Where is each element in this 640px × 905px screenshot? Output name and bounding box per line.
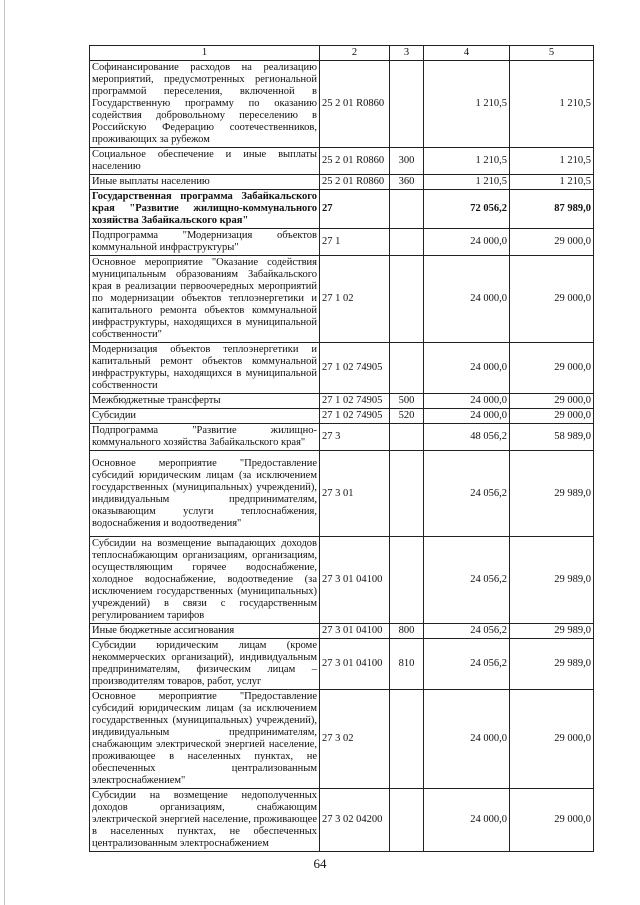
budget-table — [89, 45, 594, 852]
row-code: 27 1 02 74905 — [320, 409, 390, 424]
row-amount-year1: 24 000,0 — [424, 256, 510, 343]
row-expense-type: 800 — [390, 624, 424, 639]
table-row — [90, 190, 594, 229]
row-expense-type: 300 — [390, 148, 424, 175]
row-amount-year2: 87 989,0 — [510, 190, 594, 229]
row-code: 27 1 — [320, 229, 390, 256]
row-expense-type — [390, 451, 424, 537]
row-expense-type — [390, 229, 424, 256]
row-code: 27 3 — [320, 424, 390, 451]
col-header-5: 5 — [510, 46, 594, 61]
row-amount-year1: 24 000,0 — [424, 789, 510, 852]
row-code: 27 3 02 — [320, 690, 390, 789]
table-row — [90, 148, 594, 175]
row-name: Основное мероприятие "Предоставление субсидий юридическим лицам (за исключением государственных (муниципальных) учреждений), индивидуальным предпринимателям, снабжающим электрической энергией население, проживающее в населенных пунктах, не обеспеченных централизованным электроснабжением" — [90, 690, 320, 789]
col-header-2: 2 — [320, 46, 390, 61]
table-row — [90, 394, 594, 409]
row-amount-year2: 29 000,0 — [510, 256, 594, 343]
row-expense-type — [390, 256, 424, 343]
row-amount-year2: 29 989,0 — [510, 639, 594, 690]
row-expense-type — [390, 537, 424, 624]
row-amount-year1: 48 056,2 — [424, 424, 510, 451]
row-name: Модернизация объектов теплоэнергетики и капитальный ремонт объектов коммунальной инфраструктуры, находящихся в муниципальной собственности — [90, 343, 320, 394]
row-amount-year1: 24 000,0 — [424, 394, 510, 409]
row-code: 25 2 01 R0860 — [320, 61, 390, 148]
row-name: Софинансирование расходов на реализацию мероприятий, предусмотренных региональной программой переселения, включенной в Государственную программу по оказанию содействия добровольному переселению в Российскую Федерацию соотечественников, проживающих за рубежом — [90, 61, 320, 148]
row-name: Субсидии — [90, 409, 320, 424]
row-amount-year2: 29 000,0 — [510, 409, 594, 424]
row-name: Подпрограмма "Модернизация объектов коммунальной инфраструктуры" — [90, 229, 320, 256]
row-expense-type — [390, 343, 424, 394]
table-row — [90, 229, 594, 256]
row-amount-year1: 1 210,5 — [424, 61, 510, 148]
row-amount-year2: 1 210,5 — [510, 61, 594, 148]
row-amount-year1: 24 056,2 — [424, 639, 510, 690]
row-amount-year1: 1 210,5 — [424, 148, 510, 175]
row-expense-type: 520 — [390, 409, 424, 424]
row-amount-year2: 29 000,0 — [510, 229, 594, 256]
row-amount-year1: 1 210,5 — [424, 175, 510, 190]
row-amount-year1: 24 056,2 — [424, 624, 510, 639]
row-expense-type: 500 — [390, 394, 424, 409]
row-code: 25 2 01 R0860 — [320, 148, 390, 175]
col-header-4: 4 — [424, 46, 510, 61]
row-amount-year1: 24 056,2 — [424, 451, 510, 537]
table-row — [90, 175, 594, 190]
table-row — [90, 61, 594, 148]
col-header-3: 3 — [390, 46, 424, 61]
row-name: Субсидии на возмещение недополученных доходов организациям, снабжающим электрической энергией население, проживающее в населенных пунктах, не обеспеченных централизованным электроснабжением — [90, 789, 320, 852]
row-code: 27 3 01 04100 — [320, 624, 390, 639]
row-expense-type: 360 — [390, 175, 424, 190]
row-code: 27 3 01 04100 — [320, 639, 390, 690]
row-name: Подпрограмма "Развитие жилищно-коммунального хозяйства Забайкальского края" — [90, 424, 320, 451]
row-name: Субсидии на возмещение выпадающих доходов теплоснабжающим организациям, организациям, осуществляющим горячее водоснабжение, холодное водоснабжение, водоотведение (за исключением государственных (муниципальных) учреждений) в связи с государственным регулированием тарифов — [90, 537, 320, 624]
table-row — [90, 256, 594, 343]
row-amount-year2: 29 000,0 — [510, 343, 594, 394]
row-code: 27 1 02 — [320, 256, 390, 343]
row-name: Межбюджетные трансферты — [90, 394, 320, 409]
row-name: Основное мероприятие "Предоставление субсидий юридическим лицам (за исключением государственных (муниципальных) учреждений), индивидуальным предпринимателям, оказывающим услуги теплоснабжения, водоснабжения и водоотведения" — [90, 451, 320, 537]
scan-edge-line — [4, 0, 5, 905]
col-header-1: 1 — [90, 46, 320, 61]
row-amount-year2: 1 210,5 — [510, 175, 594, 190]
row-amount-year1: 24 000,0 — [424, 409, 510, 424]
table-row — [90, 409, 594, 424]
table-row — [90, 639, 594, 690]
row-name: Субсидии юридическим лицам (кроме некоммерческих организаций), индивидуальным предпринимателям, физическим лицам – производителям товаров, работ, услуг — [90, 639, 320, 690]
row-name: Иные бюджетные ассигнования — [90, 624, 320, 639]
row-amount-year2: 29 000,0 — [510, 394, 594, 409]
row-amount-year1: 72 056,2 — [424, 190, 510, 229]
row-amount-year2: 29 989,0 — [510, 537, 594, 624]
row-amount-year1: 24 000,0 — [424, 343, 510, 394]
row-code: 27 — [320, 190, 390, 229]
table-row — [90, 343, 594, 394]
page-number: 64 — [313, 856, 327, 871]
row-amount-year2: 58 989,0 — [510, 424, 594, 451]
row-name: Основное мероприятие "Оказание содействия муниципальным образованиям Забайкальского края в реализации первоочередных мероприятий по модернизации объектов теплоэнергетики и капитального ремонта объектов коммунальной инфраструктуры, находящихся в муниципальной собственности" — [90, 256, 320, 343]
row-expense-type — [390, 789, 424, 852]
row-expense-type — [390, 190, 424, 229]
row-code: 25 2 01 R0860 — [320, 175, 390, 190]
row-amount-year2: 1 210,5 — [510, 148, 594, 175]
row-name: Государственная программа Забайкальского края "Развитие жилищно-коммунального хозяйства Забайкальского края" — [90, 190, 320, 229]
table-row — [90, 537, 594, 624]
row-amount-year2: 29 000,0 — [510, 789, 594, 852]
table-row — [90, 424, 594, 451]
row-amount-year2: 29 989,0 — [510, 451, 594, 537]
row-amount-year2: 29 000,0 — [510, 690, 594, 789]
row-code: 27 3 02 04200 — [320, 789, 390, 852]
table-row — [90, 789, 594, 852]
row-expense-type — [390, 61, 424, 148]
row-code: 27 3 01 04100 — [320, 537, 390, 624]
row-amount-year2: 29 989,0 — [510, 624, 594, 639]
row-code: 27 1 02 74905 — [320, 343, 390, 394]
row-code: 27 3 01 — [320, 451, 390, 537]
table-row — [90, 451, 594, 537]
row-amount-year1: 24 000,0 — [424, 690, 510, 789]
row-amount-year1: 24 056,2 — [424, 537, 510, 624]
table-header-row — [90, 46, 594, 61]
table-row — [90, 624, 594, 639]
row-expense-type — [390, 690, 424, 789]
row-expense-type: 810 — [390, 639, 424, 690]
row-amount-year1: 24 000,0 — [424, 229, 510, 256]
row-name: Иные выплаты населению — [90, 175, 320, 190]
row-name: Социальное обеспечение и иные выплаты населению — [90, 148, 320, 175]
row-code: 27 1 02 74905 — [320, 394, 390, 409]
table-body — [90, 61, 594, 852]
row-expense-type — [390, 424, 424, 451]
table-row — [90, 690, 594, 789]
